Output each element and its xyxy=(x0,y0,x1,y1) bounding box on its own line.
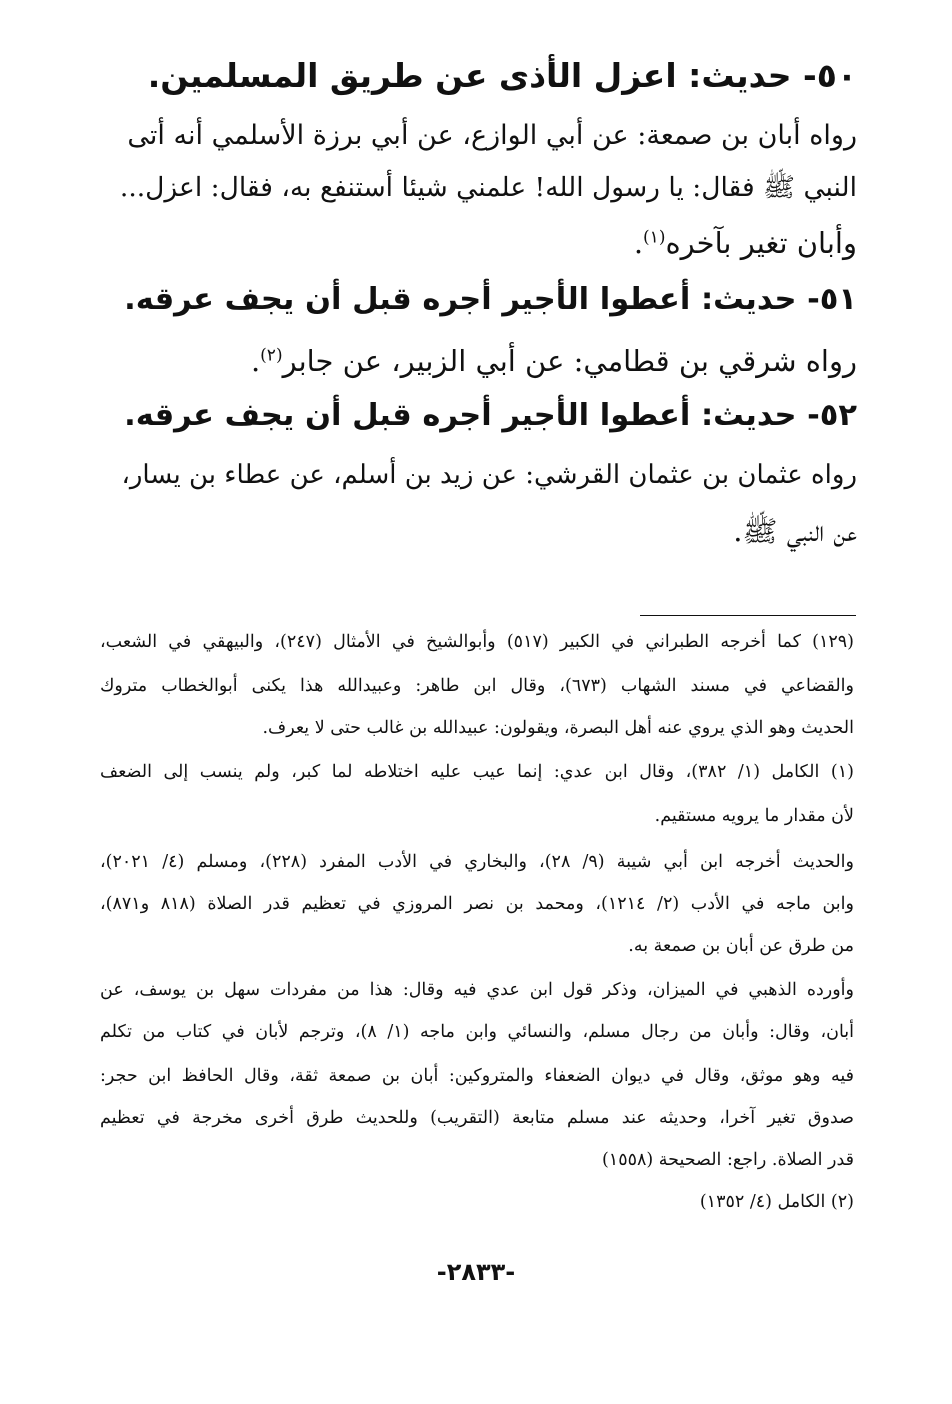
footnote-marker: (١) xyxy=(643,227,666,248)
footnote-line: وأورده الذهبي في الميزان، وذكر قول ابن عدي فيه وقال: هذا من مفردات سهل بن يوسف، عن xyxy=(100,980,854,1000)
hadith-text-line: رواه أبان بن صمعة: عن أبي الوازع، عن أبي برزة الأسلمي أنه أتى xyxy=(127,120,857,151)
hadith-text-line: رواه عثمان بن عثمان القرشي: عن زيد بن أسلم، عن عطاء بن يسار، xyxy=(121,460,857,490)
footnote-line: الحديث وهو الذي يروي عنه أهل البصرة، ويقولون: عبيدالله بن غالب حتى لا يعرف. xyxy=(262,718,854,738)
page-number: -٢٨٣٣- xyxy=(436,1258,516,1286)
sentence-end: . xyxy=(633,226,644,260)
footnote-line: (٢) الكامل (٤/ ١٣٥٢) xyxy=(699,1192,854,1212)
hadith-text-line: رواه شرقي بن قطامي: عن أبي الزبير، عن جابر xyxy=(282,344,857,378)
footnote-marker: (٢) xyxy=(260,345,283,366)
hadith-text-line: وأبان تغير بآخره xyxy=(665,226,857,260)
footnote-line: صدوق تغير آخرا، وحديثه عند مسلم متابعة (التقريب) وللحديث طرق أخرى مخرجة في تعظيم xyxy=(100,1108,854,1128)
footnote-separator xyxy=(640,615,856,616)
footnote-line: والحديث أخرجه ابن أبي شيبة (٩/ ٢٨)، والبخاري في الأدب المفرد (٢٢٨)، ومسلم (٤/ ٢٠٢١)، xyxy=(100,852,854,872)
hadith-text-line-with-footnote xyxy=(120,226,857,260)
hadith-text-line: عن النبي ﷺ. xyxy=(733,514,857,548)
footnote-line: والقضاعي في مسند الشهاب (٦٧٣)، وقال ابن طاهر: وعبيدالله هذا يكنى أبوالخطاب متروك xyxy=(100,676,854,696)
footnote-line: (١٢٩) كما أخرجه الطبراني في الكبير (٥١٧) وأبوالشيخ في الأمثال (٢٤٧)، والبيهقي في الشعب، xyxy=(100,632,854,652)
hadith-heading-50: ٥٠- حديث: اعزل الأذى عن طريق المسلمين. xyxy=(147,56,857,95)
footnote-line: قدر الصلاة. راجع: الصحيحة (١٥٥٨) xyxy=(601,1150,854,1170)
hadith-heading-51: ٥١- حديث: أعطوا الأجير أجره قبل أن يجف عرقه. xyxy=(124,282,857,317)
footnote-line: وابن ماجه في الأدب (٢/ ١٢١٤)، ومحمد بن نصر المروزي في تعظيم قدر الصلاة (٨١٨ و٨٧١)، xyxy=(100,894,854,914)
footnote-line: من طرق عن أبان بن صمعة به. xyxy=(628,936,854,956)
hadith-heading-52: ٥٢- حديث: أعطوا الأجير أجره قبل أن يجف عرقه. xyxy=(124,398,857,433)
footnote-line: (١) الكامل (١/ ٣٨٢)، وقال ابن عدي: إنما عيب عليه اختلاطه لما كبر، ولم ينسب إلى الضعف xyxy=(100,762,854,782)
footnote-line: فيه وهو موثق، وقال في ديوان الضعفاء والمتروكين: أبان بن صمعة ثقة، وقال الحافظ ابن حجر: xyxy=(100,1066,854,1086)
hadith-text-line: النبي ﷺ فقال: يا رسول الله! علمني شيئا أستنفع به، فقال: اعزل... xyxy=(119,172,857,203)
footnote-line: لأن مقدار ما يرويه مستقيم. xyxy=(654,806,854,826)
footnote-line: أبان، وقال: وأبان من رجال مسلم، والنسائي وابن ماجه (١/ ٨)، وترجم لأبان في كتاب من تكلم xyxy=(100,1022,855,1042)
sentence-end: . xyxy=(250,344,261,378)
hadith-text-line-with-footnote xyxy=(120,344,857,378)
